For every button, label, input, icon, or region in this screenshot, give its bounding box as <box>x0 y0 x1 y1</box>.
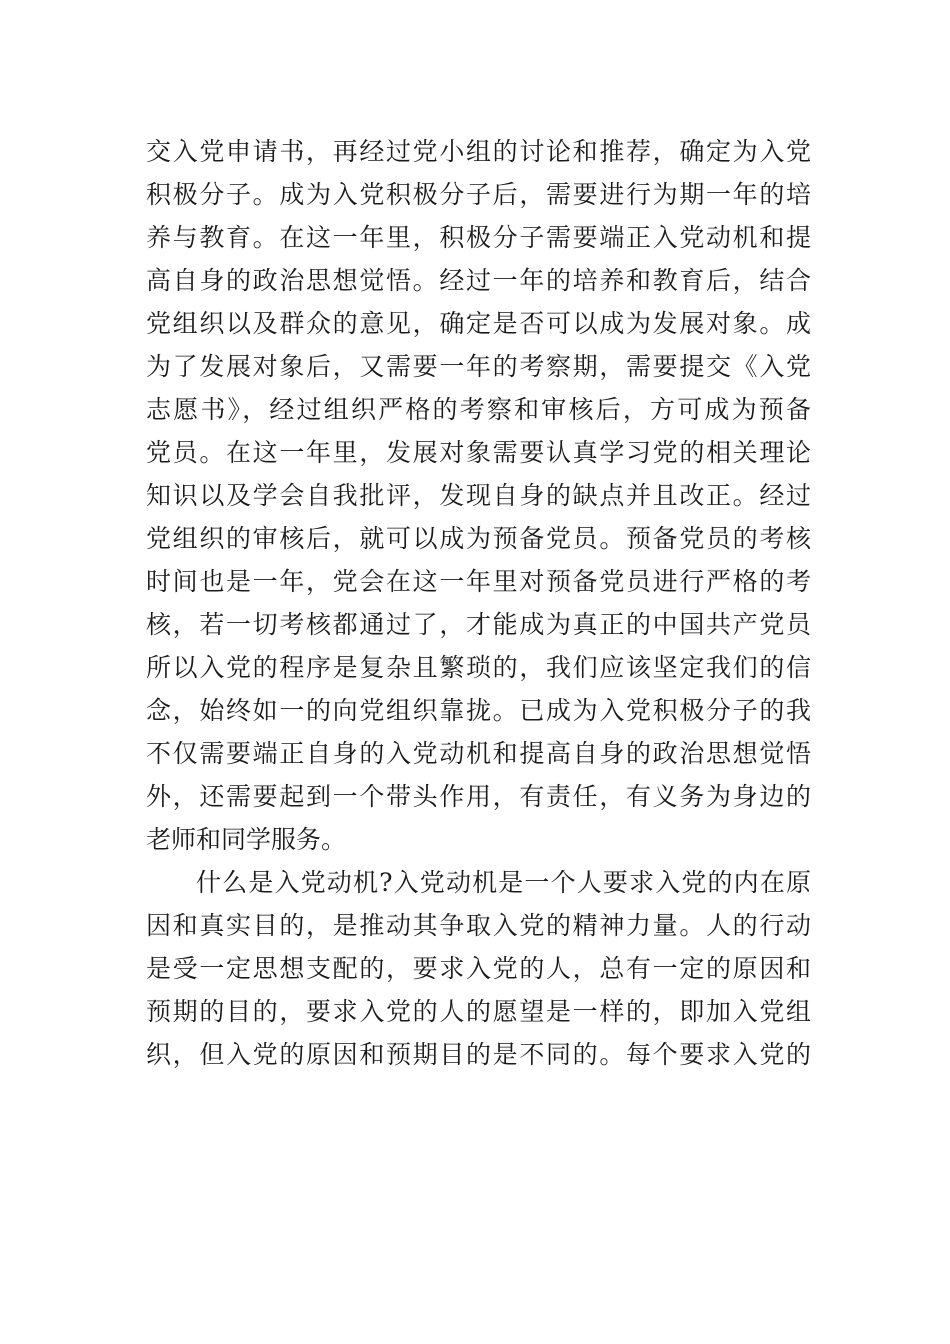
text-line: 不仅需要端正自身的入党动机和提高自身的政治思想觉悟 <box>146 739 811 768</box>
text-line: 外，还需要起到一个带头作用，有责任，有义务为身边的 <box>146 782 811 811</box>
paragraph-2 <box>146 861 811 1076</box>
text-line: 党组织以及群众的意见，确定是否可以成为发展对象。成 <box>146 309 811 338</box>
paragraph-1 <box>146 130 811 861</box>
text-line: 时间也是一年，党会在这一年里对预备党员进行严格的考 <box>146 567 811 596</box>
body-text <box>146 130 811 1076</box>
text-line: 积极分子。成为入党积极分子后，需要进行为期一年的培 <box>146 180 811 209</box>
text-line: 老师和同学服务。 <box>146 825 347 854</box>
text-line: 高自身的政治思想觉悟。经过一年的培养和教育后，结合 <box>146 266 811 295</box>
text-line: 党组织的审核后，就可以成为预备党员。预备党员的考核 <box>146 524 811 553</box>
text-line: 核，若一切考核都通过了，才能成为真正的中国共产党员 <box>146 610 811 639</box>
text-line: 因和真实目的，是推动其争取入党的精神力量。人的行动 <box>146 911 811 940</box>
text-line: 所以入党的程序是复杂且繁琐的，我们应该坚定我们的信 <box>146 653 811 682</box>
text-line: 知识以及学会自我批评，发现自身的缺点并且改正。经过 <box>146 481 811 510</box>
text-line: 预期的目的，要求入党的人的愿望是一样的，即加入党组 <box>146 997 811 1026</box>
text-line: 什么是入党动机?入党动机是一个人要求入党的内在原 <box>196 868 811 897</box>
text-line: 织，但入党的原因和预期目的是不同的。每个要求入党的 <box>146 1040 811 1069</box>
text-line: 是受一定思想支配的，要求入党的人，总有一定的原因和 <box>146 954 811 983</box>
text-line: 志愿书》，经过组织严格的考察和审核后，方可成为预备 <box>146 395 811 424</box>
text-line: 党员。在这一年里，发展对象需要认真学习党的相关理论 <box>146 438 811 467</box>
text-line: 为了发展对象后，又需要一年的考察期，需要提交《入党 <box>146 352 811 381</box>
text-line: 交入党申请书，再经过党小组的讨论和推荐，确定为入党 <box>146 137 811 166</box>
text-line: 念，始终如一的向党组织靠拢。已成为入党积极分子的我 <box>146 696 811 725</box>
text-line: 养与教育。在这一年里，积极分子需要端正入党动机和提 <box>146 223 811 252</box>
